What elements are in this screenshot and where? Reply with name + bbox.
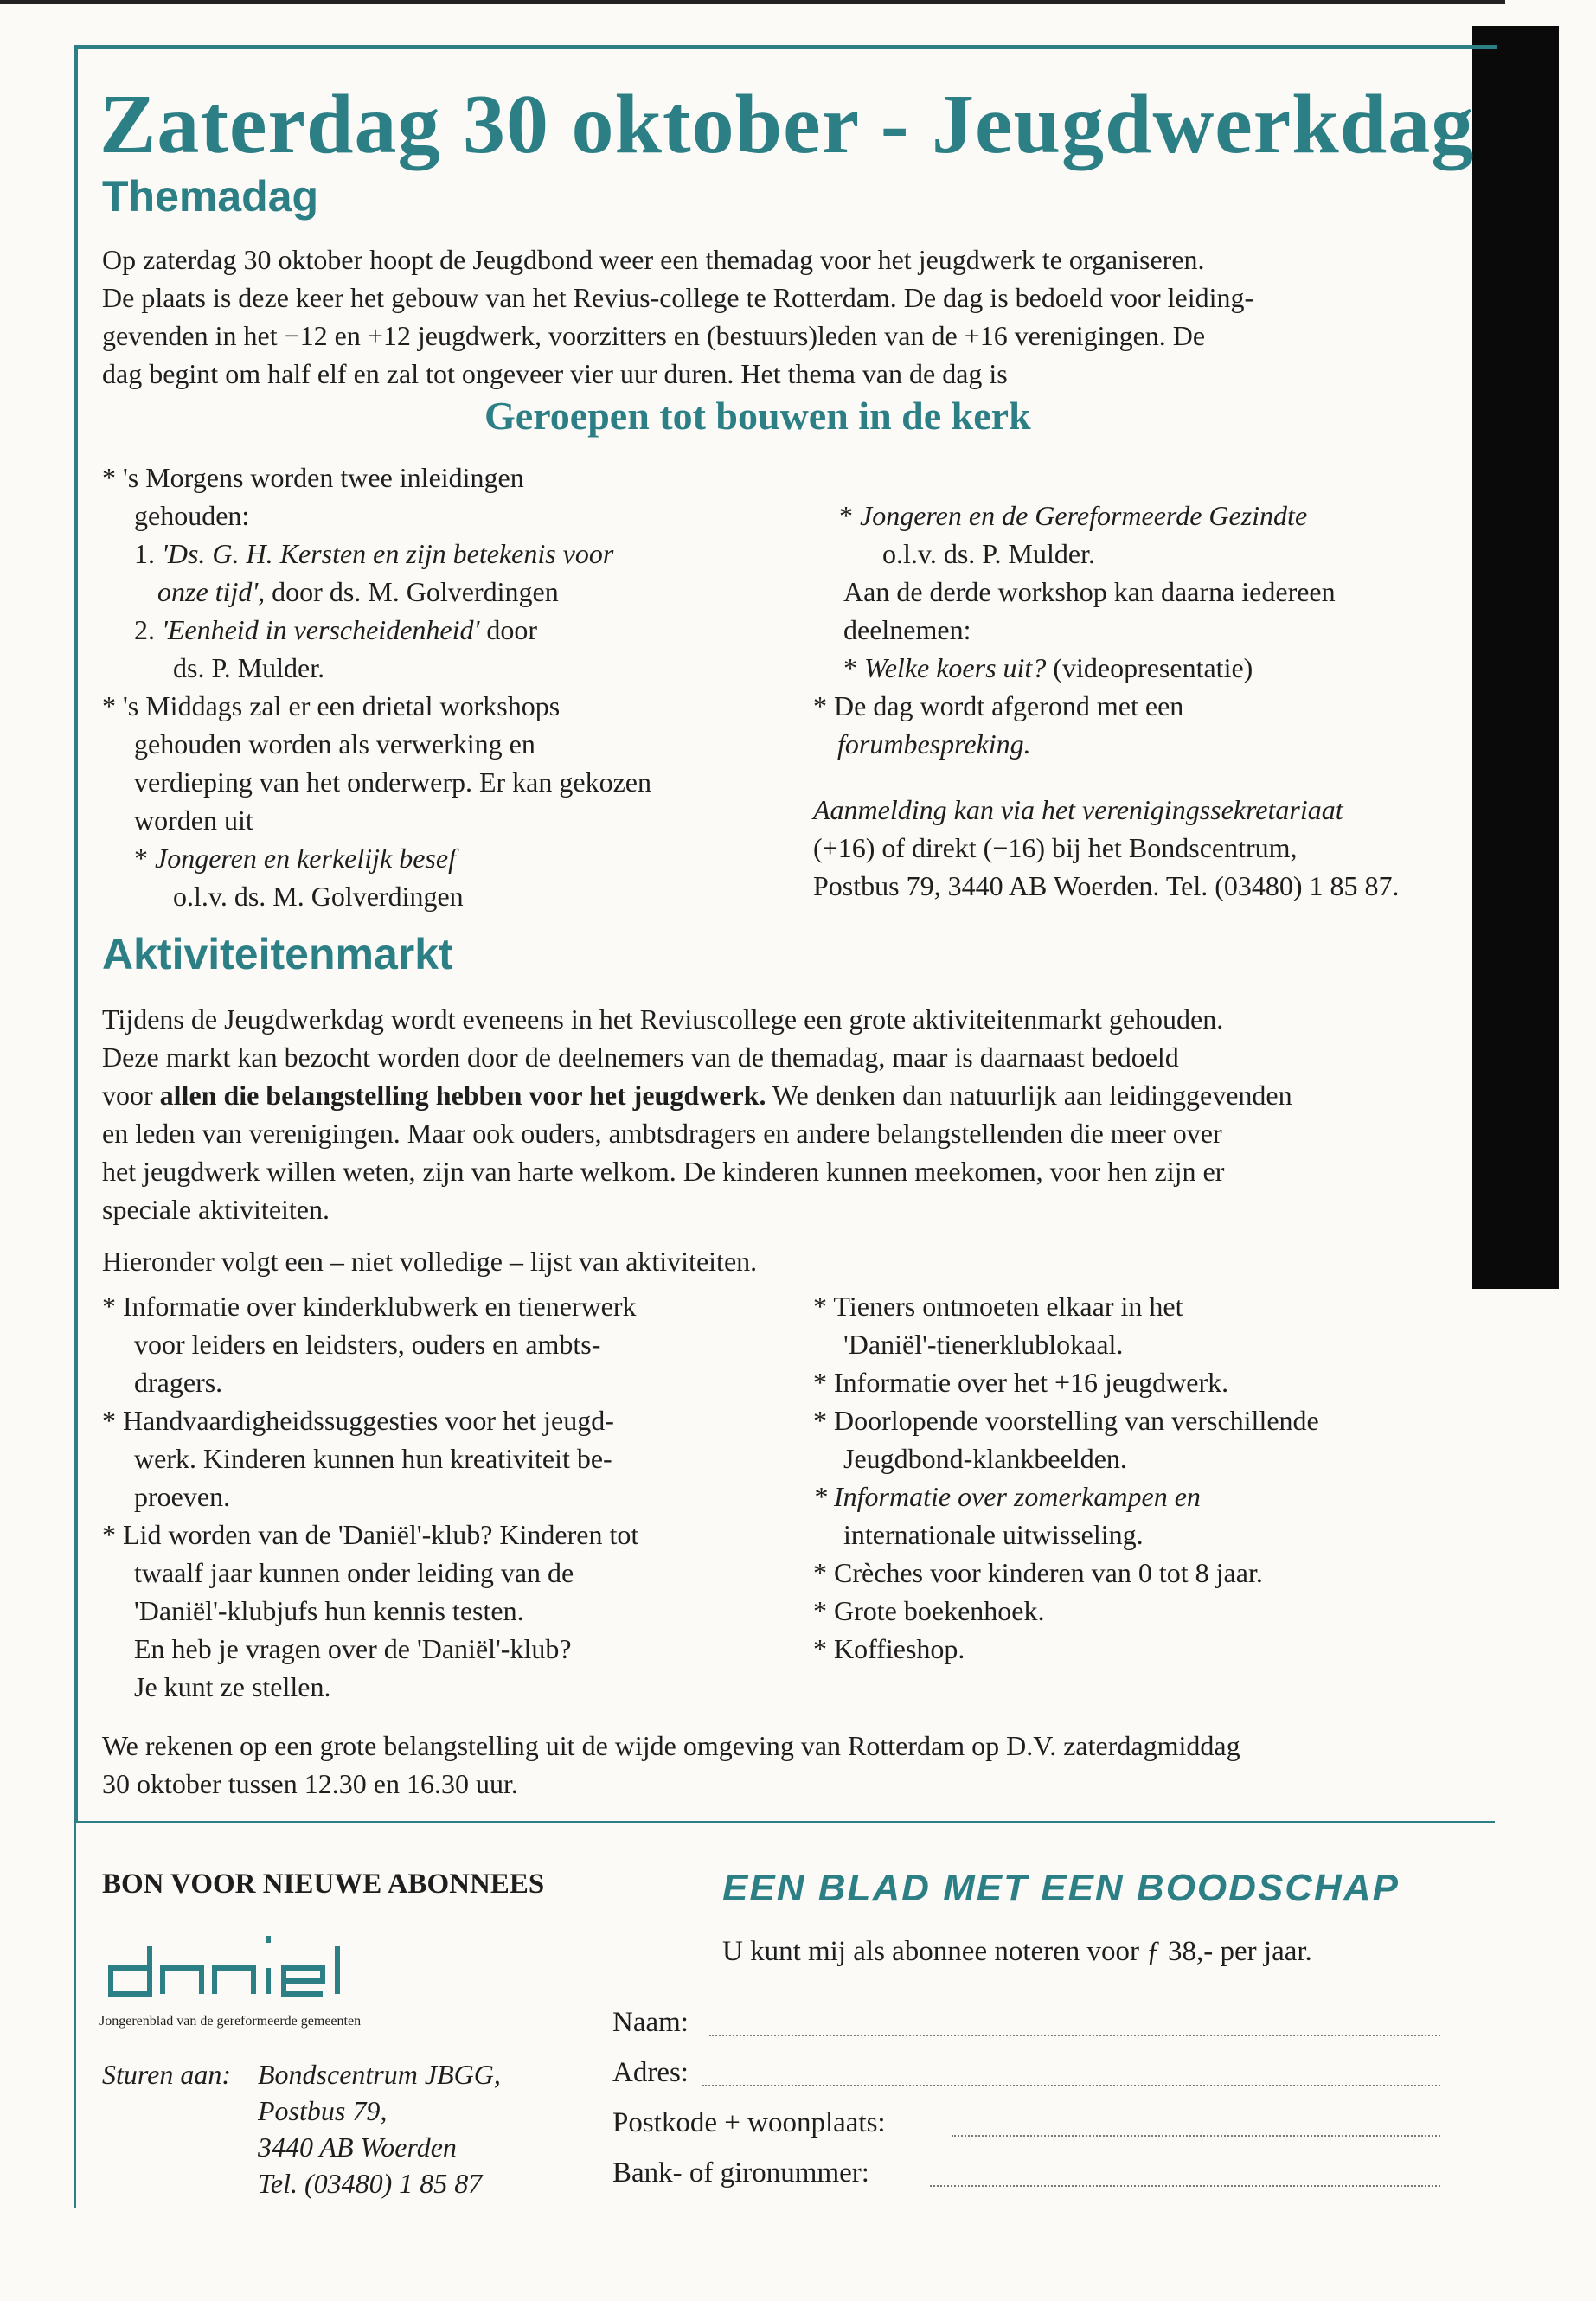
activity-right-line: * Doorlopende voorstelling van verschillende xyxy=(813,1405,1319,1436)
left-line: * 's Morgens worden twee inleidingen xyxy=(102,462,524,493)
activity-right-line: 'Daniël'-tienerklublokaal. xyxy=(843,1329,1124,1360)
left-line: verdieping van het onderwerp. Er kan gekozen xyxy=(134,766,651,798)
closing-line: 30 oktober tussen 12.30 en 16.30 uur. xyxy=(102,1768,518,1799)
markt-paragraph-line: Deze markt kan bezocht worden door de deelnemers van de themadag, maar is daarnaast bedoeld xyxy=(102,1042,1179,1073)
activity-left-line: * Informatie over kinderklubwerk en tienerwerk xyxy=(102,1291,637,1322)
left-line: * Jongeren en kerkelijk besef xyxy=(134,843,456,874)
activity-right-line: * Informatie over het +16 jeugdwerk. xyxy=(813,1367,1229,1398)
list-intro: Hieronder volgt een – niet volledige – lijst van aktiviteiten. xyxy=(102,1246,758,1277)
left-line: onze tijd', door ds. M. Golverdingen xyxy=(157,576,559,607)
activity-left-line: proeven. xyxy=(134,1481,231,1512)
intro-line-2: De plaats is deze keer het gebouw van het Revius-college te Rotterdam. De dag is bedoeld voor leiding- xyxy=(102,282,1254,313)
activity-left-line: Je kunt ze stellen. xyxy=(134,1671,331,1702)
activity-right-line: * Koffieshop. xyxy=(813,1633,965,1664)
name-field-label: Naam: xyxy=(612,2007,689,2038)
markt-paragraph-line: voor allen die belangstelling hebben voor het jeugdwerk. We denken dan natuurlijk aan leidinggevenden xyxy=(102,1080,1292,1111)
daniel-logo xyxy=(102,1920,379,2007)
left-line: * 's Middags zal er een drietal workshops xyxy=(102,690,561,721)
intro-line-1: Op zaterdag 30 oktober hoopt de Jeugdbond weer een themadag voor het jeugdwerk te organiseren. xyxy=(102,244,1205,275)
send-to-label: Sturen aan: xyxy=(102,2059,232,2090)
left-line: ds. P. Mulder. xyxy=(173,652,325,683)
closing-line: We rekenen op een grote belangstelling uit de wijde omgeving van Rotterdam op D.V. zaterdagmiddag xyxy=(102,1730,1240,1761)
section-heading-themadag: Themadag xyxy=(102,172,319,221)
activity-right-line: * Grote boekenhoek. xyxy=(813,1595,1045,1626)
postcode-field[interactable] xyxy=(952,2135,1440,2137)
markt-paragraph-line: Tijdens de Jeugdwerkdag wordt eveneens in het Reviuscollege een grote aktiviteitenmarkt gehouden. xyxy=(102,1003,1224,1035)
registration-line: Aanmelding kan via het verenigingssekretariaat xyxy=(813,794,1343,825)
activity-left-line: twaalf jaar kunnen onder leiding van de xyxy=(134,1557,574,1588)
right-line: deelnemen: xyxy=(843,614,971,645)
activity-left-line: voor leiders en leidsters, ouders en ambts- xyxy=(134,1329,601,1360)
send-address-line: Tel. (03480) 1 85 87 xyxy=(258,2168,483,2199)
activity-left-line: En heb je vragen over de 'Daniël'-klub? xyxy=(134,1633,572,1664)
activity-left-line: * Lid worden van de 'Daniël'-klub? Kinderen tot xyxy=(102,1519,639,1550)
intro-line-3: gevenden in het −12 en +12 jeugdwerk, voorzitters en (bestuurs)leden van de +16 verenigingen. De xyxy=(102,320,1206,351)
markt-paragraph-line: speciale aktiviteiten. xyxy=(102,1194,330,1225)
send-address-line: Postbus 79, xyxy=(258,2095,388,2126)
left-line: 2. 'Eenheid in verscheidenheid' door xyxy=(134,614,537,645)
left-line: gehouden worden als verwerking en xyxy=(134,728,535,760)
registration-line: Postbus 79, 3440 AB Woerden. Tel. (03480) 1 85 87. xyxy=(813,870,1400,901)
markt-paragraph-line: en leden van verenigingen. Maar ook ouders, ambtsdragers en andere belangstellenden die meer over xyxy=(102,1118,1222,1149)
page-title: Zaterdag 30 oktober - Jeugdwerkdag xyxy=(99,78,1475,171)
right-line: forumbespreking. xyxy=(837,728,1031,760)
slogan: EEN BLAD MET EEN BOODSCHAP xyxy=(722,1867,1400,1909)
right-line: Aan de derde workshop kan daarna iedereen xyxy=(843,576,1336,607)
left-line: 1. 'Ds. G. H. Kersten en zijn betekenis voor xyxy=(134,538,614,569)
activity-right-line: internationale uitwisseling. xyxy=(843,1519,1144,1550)
logo-tagline: Jongerenblad van de gereformeerde gemeenten xyxy=(99,2014,362,2029)
activity-left-line: 'Daniël'-klubjufs hun kennis testen. xyxy=(134,1595,524,1626)
send-address-line: Bondscentrum JBGG, xyxy=(258,2059,501,2090)
name-field[interactable] xyxy=(709,2035,1440,2036)
activity-right-line: * Informatie over zomerkampen en xyxy=(813,1481,1201,1512)
activity-right-line: * Crèches voor kinderen van 0 tot 8 jaar. xyxy=(813,1557,1263,1588)
theme-title: Geroepen tot bouwen in de kerk xyxy=(484,394,1031,438)
left-line: o.l.v. ds. M. Golverdingen xyxy=(173,881,464,912)
top-rule xyxy=(0,0,1505,4)
right-line: * Welke koers uit? (videopresentatie) xyxy=(843,652,1253,683)
activity-right-line: Jeugdbond-klankbeelden. xyxy=(843,1443,1127,1474)
bank-field-label: Bank- of gironummer: xyxy=(612,2157,869,2189)
markt-paragraph-line: het jeugdwerk willen weten, zijn van harte welkom. De kinderen kunnen meekomen, voor hen zijn er xyxy=(102,1156,1225,1187)
bank-field[interactable] xyxy=(930,2185,1440,2187)
address-field-label: Adres: xyxy=(612,2057,689,2088)
address-field[interactable] xyxy=(702,2085,1440,2086)
activity-left-line: * Handvaardigheidssuggesties voor het jeugd- xyxy=(102,1405,614,1436)
activity-left-line: werk. Kinderen kunnen hun kreativiteit be- xyxy=(134,1443,612,1474)
right-line: * De dag wordt afgerond met een xyxy=(813,690,1184,721)
subscription-offer: U kunt mij als abonnee noteren voor ƒ 38,- per jaar. xyxy=(722,1936,1312,1967)
right-line: o.l.v. ds. P. Mulder. xyxy=(882,538,1095,569)
registration-line: (+16) of direkt (−16) bij het Bondscentrum, xyxy=(813,832,1298,863)
postcode-field-label: Postkode + woonplaats: xyxy=(612,2107,886,2138)
activity-left-line: dragers. xyxy=(134,1367,223,1398)
coupon-heading: BON VOOR NIEUWE ABONNEES xyxy=(102,1868,545,1900)
left-line: worden uit xyxy=(134,804,253,836)
activity-right-line: * Tieners ontmoeten elkaar in het xyxy=(813,1291,1183,1322)
section-heading-aktiviteitenmarkt: Aktiviteitenmarkt xyxy=(102,930,453,978)
send-address-line: 3440 AB Woerden xyxy=(258,2131,457,2163)
intro-line-4: dag begint om half elf en zal tot ongeveer vier uur duren. Het thema van de dag is xyxy=(102,358,1008,389)
right-line: * Jongeren en de Gereformeerde Gezindte xyxy=(839,500,1308,531)
left-line: gehouden: xyxy=(134,500,250,531)
